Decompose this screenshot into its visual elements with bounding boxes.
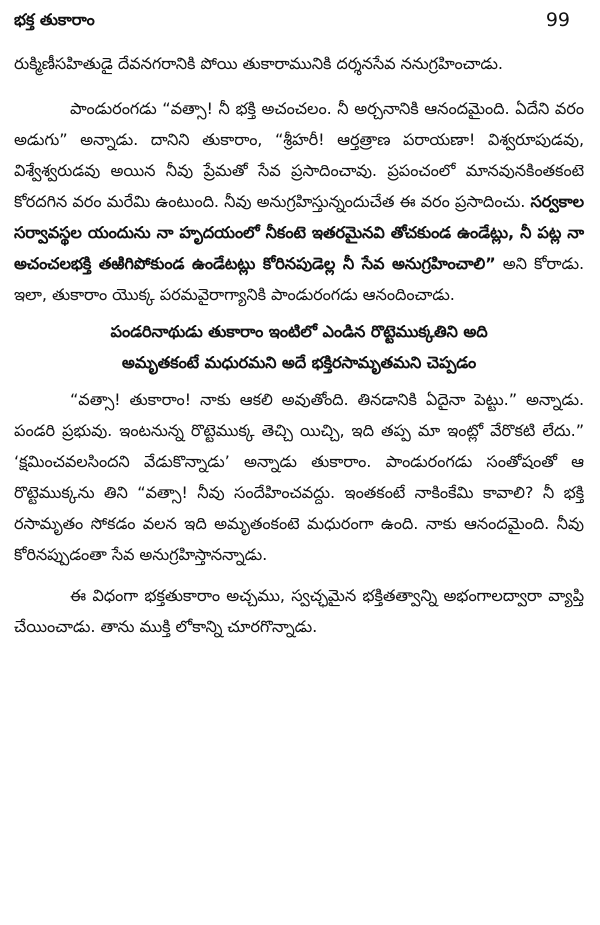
paragraph-gap bbox=[14, 570, 584, 580]
paragraph-text: పాండురంగడు “వత్సా! నీ భక్తి అచంచలం. నీ అర్చనానికి ఆనందమైంది. ఏదేని వరం అడుగు” అన్నాడు. దానిని తుకారాం, “శ్రీహరీ! ఆర్తత్రాణ పరాయణా! విశ్వరూపుడవు, విశ్వేశ్వరుడవు అయిన నీవు ప్రేమతో సేవ ప్రసాదించావు. ప్రపంచంలో మానవునకింతకంటె కోరదగిన వరం మరేమి ఉంటుంది. నీవు అనుగ్రహిస్తున్నందుచేత ఈ వరం ప్రసాదించు. bbox=[14, 99, 584, 211]
paragraph-tail-text: అని కోరాడు. ఇలా, తుకారాం యొక్క పరమవైరాగ్యానికి పాండురంగడు ఆనందించాడు. bbox=[14, 254, 584, 304]
paragraph-conclusion: ఈ విధంగా భక్తతుకారాం అచ్చము, స్వచ్ఛమైన భక్తితత్వాన్ని అభంగాలద్వారా వ్యాప్తి చేయించాడు. తాను ముక్తి లోకాన్ని చూరగొన్నాడు. bbox=[14, 586, 584, 636]
section-subheading bbox=[14, 316, 584, 378]
paragraph-bread-story: “వత్సా! తుకారాం! నాకు ఆకలి అవుతోంది. తినడానికి ఏదైనా పెట్టు.” అన్నాడు. పండరి ప్రభువు. ఇంటనున్న రొట్టెముక్క తెచ్చి యిచ్చి, ఇది తప్ప మా ఇంట్లో వేరొకటి లేదు.” ‘క్షమించవలసిందని వేడుకొన్నాడు’ అన్నాడు తుకారాం. పాండురంగడు సంతోషంతో ఆ రొట్టెముక్కను తిని “వత్సా! నీవు సందేహించవద్దు. ఇంతకంటే నాకింకేమి కావాలి? నీ భక్తి రసామృతం సోకడం వలన ఇది అమృతంకంటె మధురంగా ఉంది. నాకు ఆనందమైంది. నీవు కోరినప్పుడంతా సేవ అనుగ్రహిస్తానన్నాడు. bbox=[14, 390, 584, 564]
subheading-line-1: పండరినాథుడు తుకారాం ఇంటిలో ఎండిన రొట్టెముక్కతిని అది bbox=[110, 322, 488, 341]
page-number: 99 bbox=[545, 9, 570, 31]
paragraph-pandurangadu-blessing bbox=[14, 93, 584, 310]
running-title: భక్త తుకారాం bbox=[14, 10, 95, 29]
subheading-line-2: అమృతకంటే మధురమని అదే భక్తిరసామృతమని చెప్పడం bbox=[121, 353, 477, 372]
paragraph-continuation: రుక్మిణీసహితుడై దేవనగరానికి పోయి తుకారామునికి దర్శనసేవ ననుగ్రహించాడు. bbox=[14, 54, 503, 73]
bold-wish-text: సర్వకాల సర్వావస్థల యందును నా హృదయంలో నీకంటె ఇతరమైనవి తోచకుండ ఉండేట్లు, నీ పట్ల నా అచంచలభక్తి తఱిగిపోకుండ ఉండేటట్లు కోరినపుడెల్ల నీ సేవ అనుగ్రహించాలి” bbox=[14, 192, 584, 273]
page-header bbox=[14, 8, 584, 48]
paragraph-gap bbox=[14, 79, 584, 93]
page-body bbox=[14, 48, 584, 642]
